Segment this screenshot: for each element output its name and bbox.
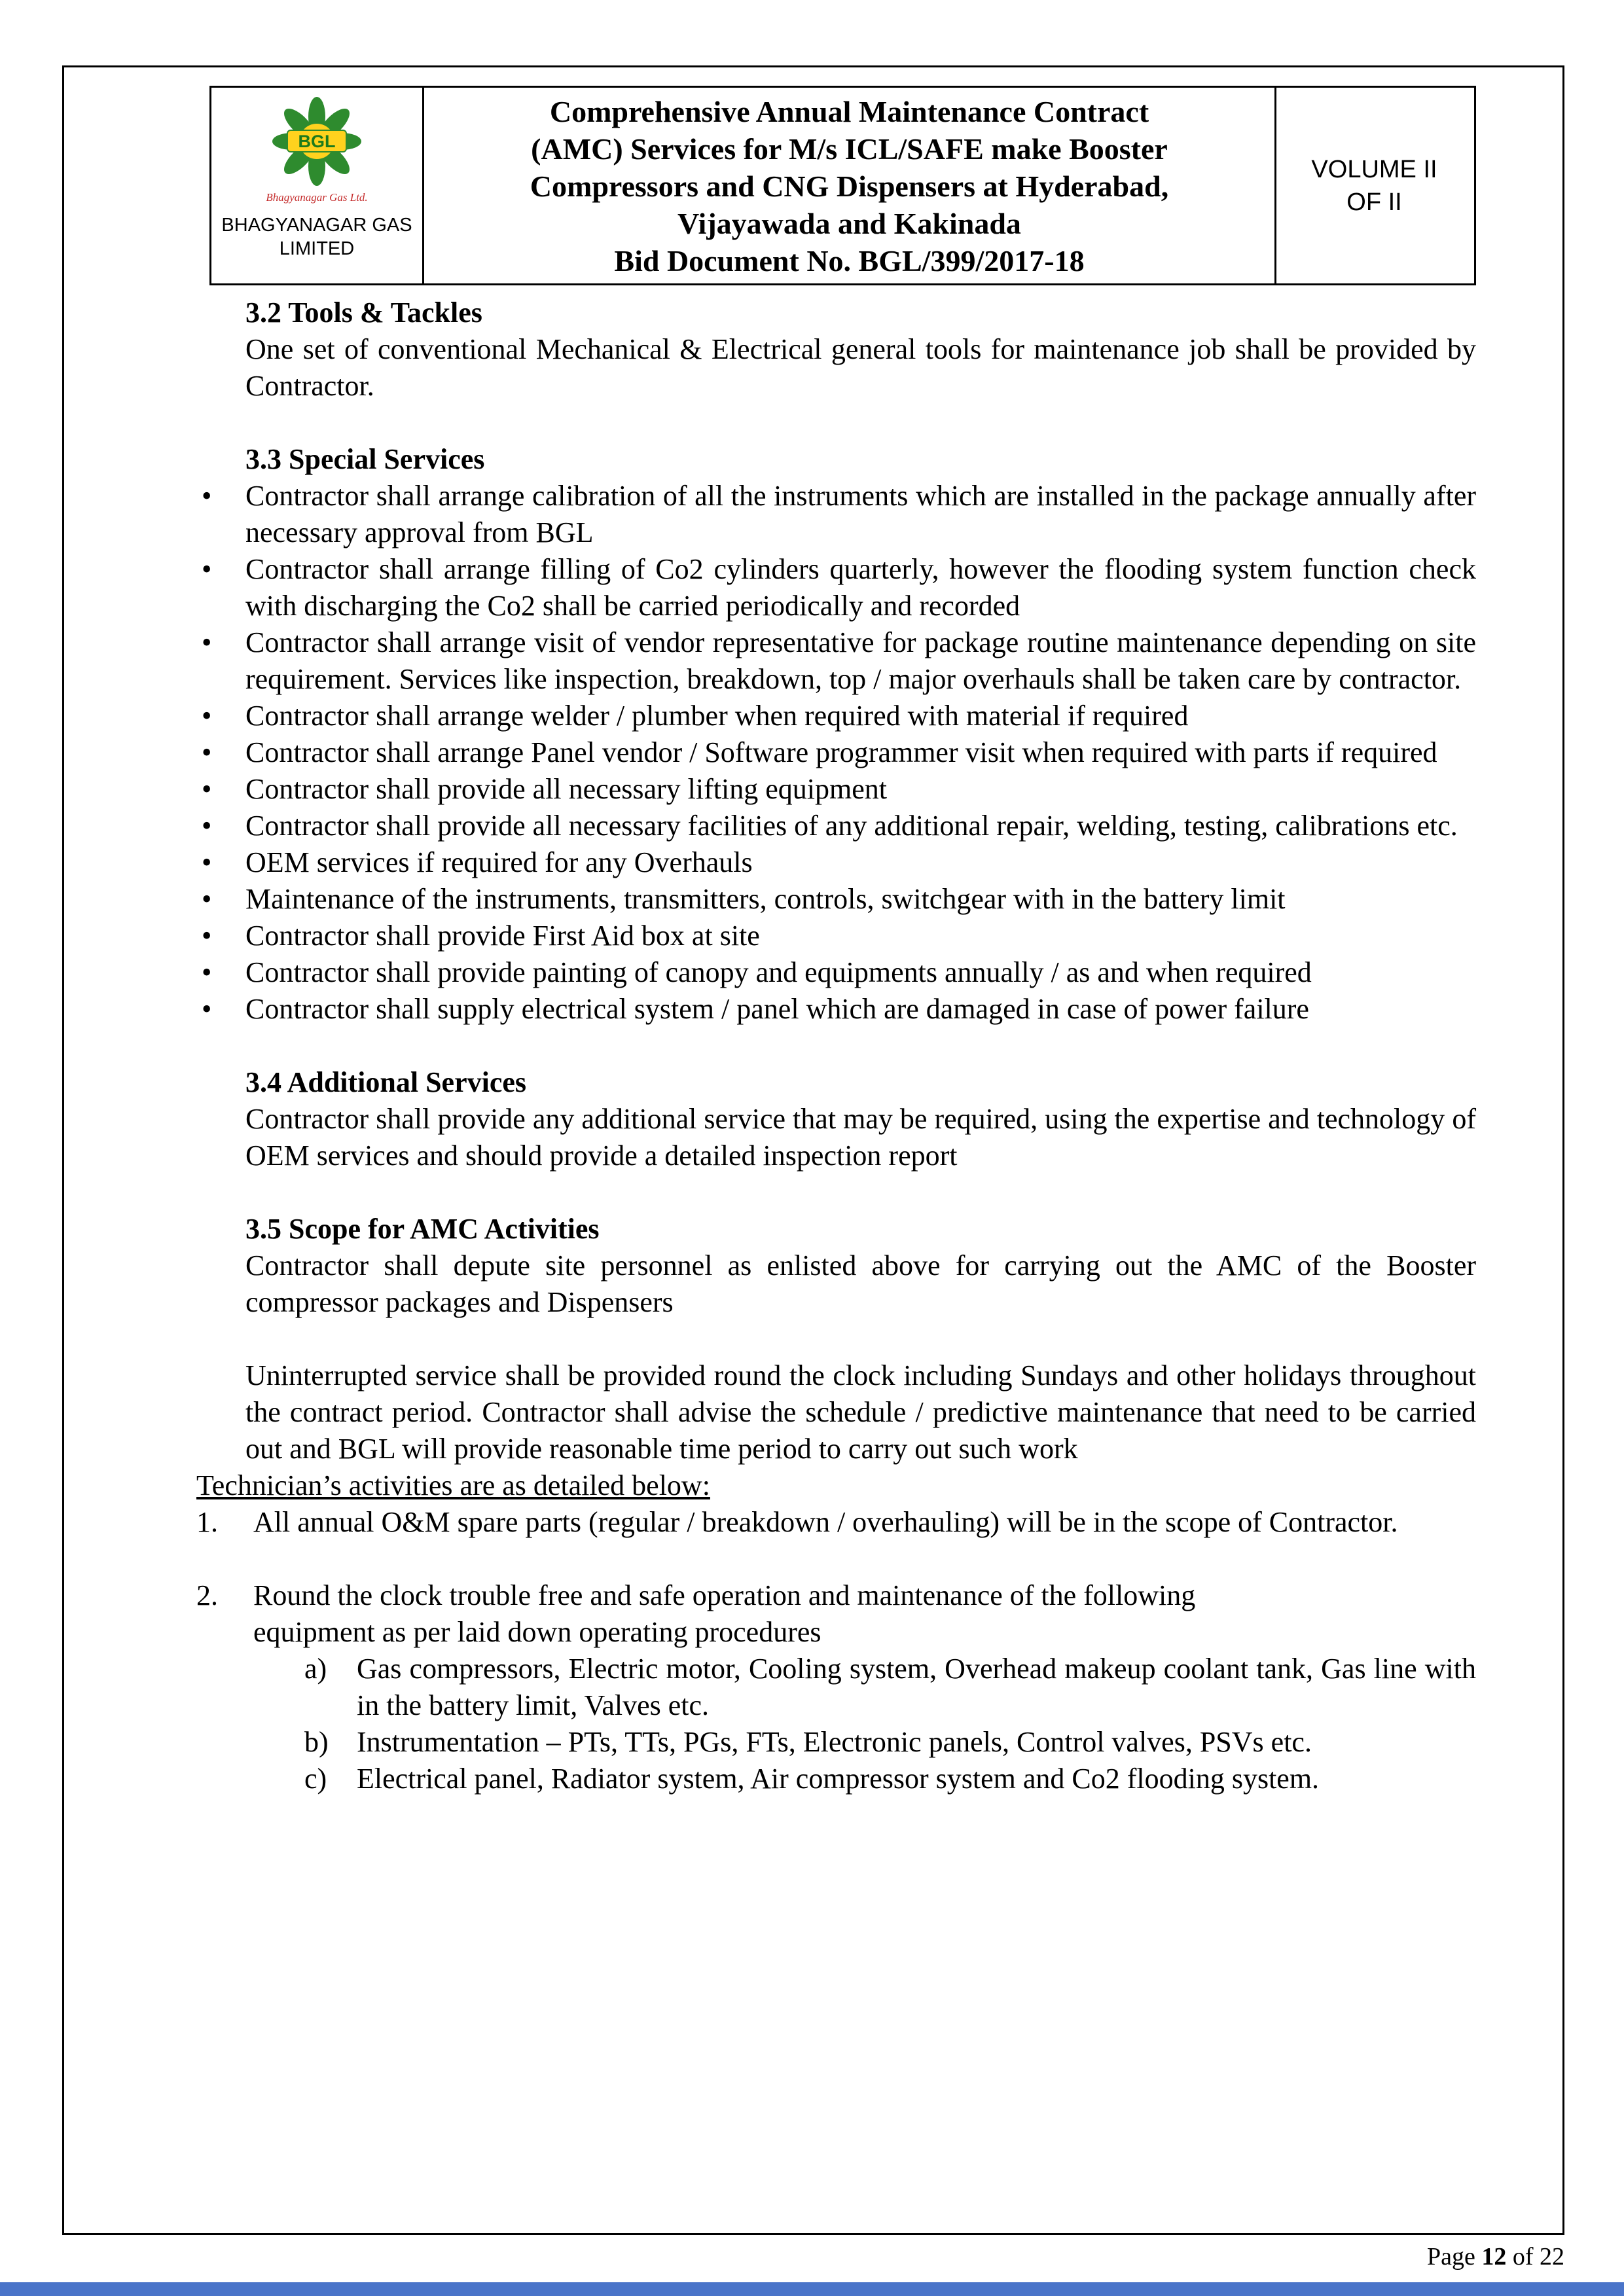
item-text	[253, 1577, 1476, 1651]
bullet-item: • Contractor shall arrange filling of Co2 cylinders quarterly, however the flooding system function check with discharging the Co2 shall be carried periodically and recorded	[196, 551, 1476, 624]
special-services-list	[196, 478, 1476, 1028]
bullet-item: • Contractor shall arrange Panel vendor / Software programmer visit when required with parts if required	[196, 734, 1476, 771]
sub-item-c	[304, 1761, 1476, 1797]
bullet-item: • Contractor shall provide all necessary facilities of any additional repair, welding, testing, calibrations etc.	[196, 808, 1476, 844]
item-number: 2.	[196, 1579, 218, 1611]
item-text-line: equipment as per laid down operating procedures	[253, 1616, 821, 1648]
title-cell	[424, 88, 1276, 283]
item-number: 1.	[196, 1506, 218, 1538]
volume-line: VOLUME II	[1311, 155, 1437, 183]
total-page-number: 22	[1540, 2243, 1564, 2270]
bottom-scrollbar	[0, 2282, 1624, 2296]
current-page-number: 12	[1481, 2243, 1507, 2270]
bullet-item: • Contractor shall provide all necessary lifting equipment	[196, 771, 1476, 808]
bullet-item: • OEM services if required for any Overhauls	[196, 844, 1476, 881]
section-3-2-paragraph: One set of conventional Mechanical & Electrical general tools for maintenance job shall be provided by Contractor.	[245, 333, 1476, 402]
document-header	[209, 86, 1476, 285]
volume-cell	[1276, 88, 1472, 283]
bullet-item: • Contractor shall provide painting of canopy and equipments annually / as and when required	[196, 954, 1476, 991]
item-text-line: Round the clock trouble free and safe operation and maintenance of the following	[253, 1579, 1196, 1611]
volume-line: OF II	[1346, 188, 1402, 216]
section-heading-3-4: 3.4 Additional Services	[245, 1066, 527, 1098]
logo-acronym: BGL	[298, 132, 336, 151]
section-heading-3-2: 3.2 Tools & Tackles	[245, 296, 482, 329]
document-title-line: Vijayawada and Kakinada	[677, 207, 1021, 240]
document-title-line: (AMC) Services for M/s ICL/SAFE make Booster	[531, 132, 1168, 166]
section-3-5-paragraph-1: Contractor shall depute site personnel as enlisted above for carrying out the AMC of the Booster compressor packages and Dispensers	[245, 1249, 1476, 1318]
sub-item-text: Gas compressors, Electric motor, Cooling system, Overhead makeup coolant tank, Gas line with in the battery limit, Valves etc.	[357, 1653, 1476, 1721]
bullet-item: • Contractor shall arrange welder / plumber when required with material if required	[196, 698, 1476, 734]
sub-item-label: c)	[304, 1763, 327, 1795]
logo-cell	[211, 88, 424, 283]
sub-item-label: b)	[304, 1726, 329, 1758]
sub-item-a	[304, 1651, 1476, 1724]
bullet-item: • Contractor shall provide First Aid box at site	[196, 918, 1476, 954]
page-word: Page	[1426, 2243, 1475, 2270]
item-text: All annual O&M spare parts (regular / breakdown / overhauling) will be in the scope of Contractor.	[253, 1506, 1398, 1538]
section-heading-3-5: 3.5 Scope for AMC Activities	[245, 1213, 600, 1245]
document-title-line: Compressors and CNG Dispensers at Hyderabad,	[530, 170, 1169, 203]
company-name: BHAGYANAGAR GAS LIMITED	[221, 215, 412, 259]
sub-item-label: a)	[304, 1653, 327, 1685]
numbered-item-1	[196, 1504, 1476, 1541]
section-heading-3-3: 3.3 Special Services	[245, 443, 485, 475]
section-3-4-paragraph: Contractor shall provide any additional service that may be required, using the expertise and technology of OEM services and should provide a detailed inspection report	[245, 1103, 1476, 1172]
of-word: of	[1512, 2243, 1534, 2270]
bid-document-number: Bid Document No. BGL/399/2017-18	[614, 244, 1085, 278]
document-title-line: Comprehensive Annual Maintenance Contract	[549, 95, 1149, 128]
sub-item-b	[304, 1724, 1476, 1761]
bullet-item: • Contractor shall arrange visit of vendor representative for package routine maintenance depending on site requirement. Services like inspection, breakdown, top / major overhauls shall be taken care by contractor.	[196, 624, 1476, 698]
bullet-item: • Maintenance of the instruments, transmitters, controls, switchgear with in the battery limit	[196, 881, 1476, 918]
logo-tagline: Bhagyanagar Gas Ltd.	[266, 191, 368, 204]
bullet-item: • Contractor shall supply electrical system / panel which are damaged in case of power failure	[196, 991, 1476, 1028]
page-border	[62, 65, 1564, 2235]
bullet-item: • Contractor shall arrange calibration of all the instruments which are installed in the package annually after necessary approval from BGL	[196, 478, 1476, 551]
document-body	[196, 295, 1476, 1797]
numbered-item-2	[196, 1577, 1476, 1651]
sub-item-text: Electrical panel, Radiator system, Air compressor system and Co2 flooding system.	[357, 1763, 1320, 1795]
technician-activities-intro: Technician’s activities are as detailed below:	[196, 1469, 710, 1501]
sub-item-text: Instrumentation – PTs, TTs, PGs, FTs, Electronic panels, Control valves, PSVs etc.	[357, 1726, 1312, 1758]
section-3-5-paragraph-2: Uninterrupted service shall be provided round the clock including Sundays and other holidays throughout the contract period. Contractor shall advise the schedule / predictive maintenance that need to be carried out and BGL will provide reasonable time period to carry out such work	[245, 1359, 1476, 1465]
bgl-logo-icon	[255, 94, 379, 212]
page-number	[1427, 2241, 1564, 2272]
